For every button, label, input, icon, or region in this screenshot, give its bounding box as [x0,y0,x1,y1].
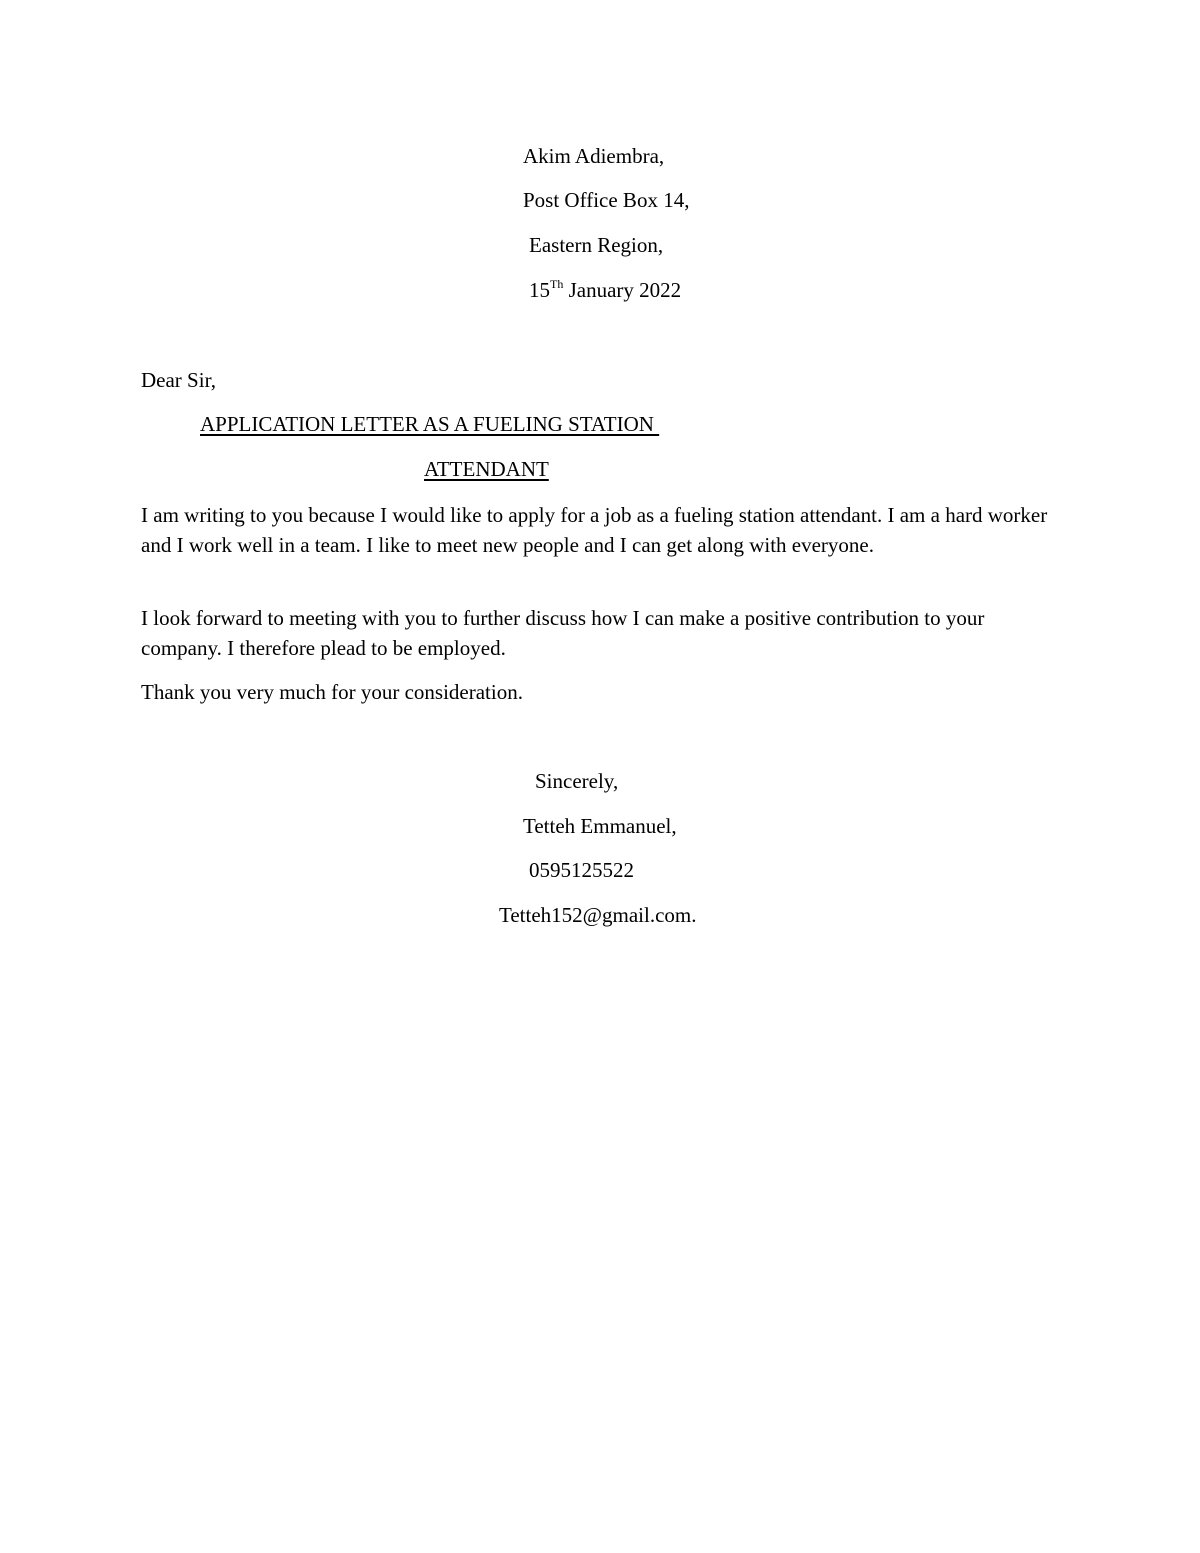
sender-address-line-2: Post Office Box 14, [523,188,690,212]
subject-line-2: ATTENDANT [424,457,549,481]
closing-sign-off: Sincerely, [535,769,619,793]
signer-email: Tetteh152@gmail.com. [499,903,697,927]
date-day: 15 [529,278,550,302]
subject-line-1: APPLICATION LETTER AS A FUELING STATION [200,412,660,436]
letter-date [529,277,682,302]
signer-phone: 0595125522 [529,858,634,882]
salutation: Dear Sir, [141,368,216,392]
body-paragraph-2: I look forward to meeting with you to further discuss how I can make a positive contribution to your company. I therefore plead to be employed. [141,606,985,660]
signer-name: Tetteh Emmanuel, [523,814,677,838]
date-suffix: Th [550,277,564,291]
date-month-year: January 2022 [563,278,682,302]
sender-address-line-1: Akim Adiembra, [523,144,665,168]
sender-address-line-3: Eastern Region, [529,233,664,257]
body-paragraph-3: Thank you very much for your consideration. [141,680,523,704]
body-paragraph-1: I am writing to you because I would like to apply for a job as a fueling station attendant. I am a hard worker and I work well in a team. I like to meet new people and I can get along with everyone. [141,503,1048,557]
